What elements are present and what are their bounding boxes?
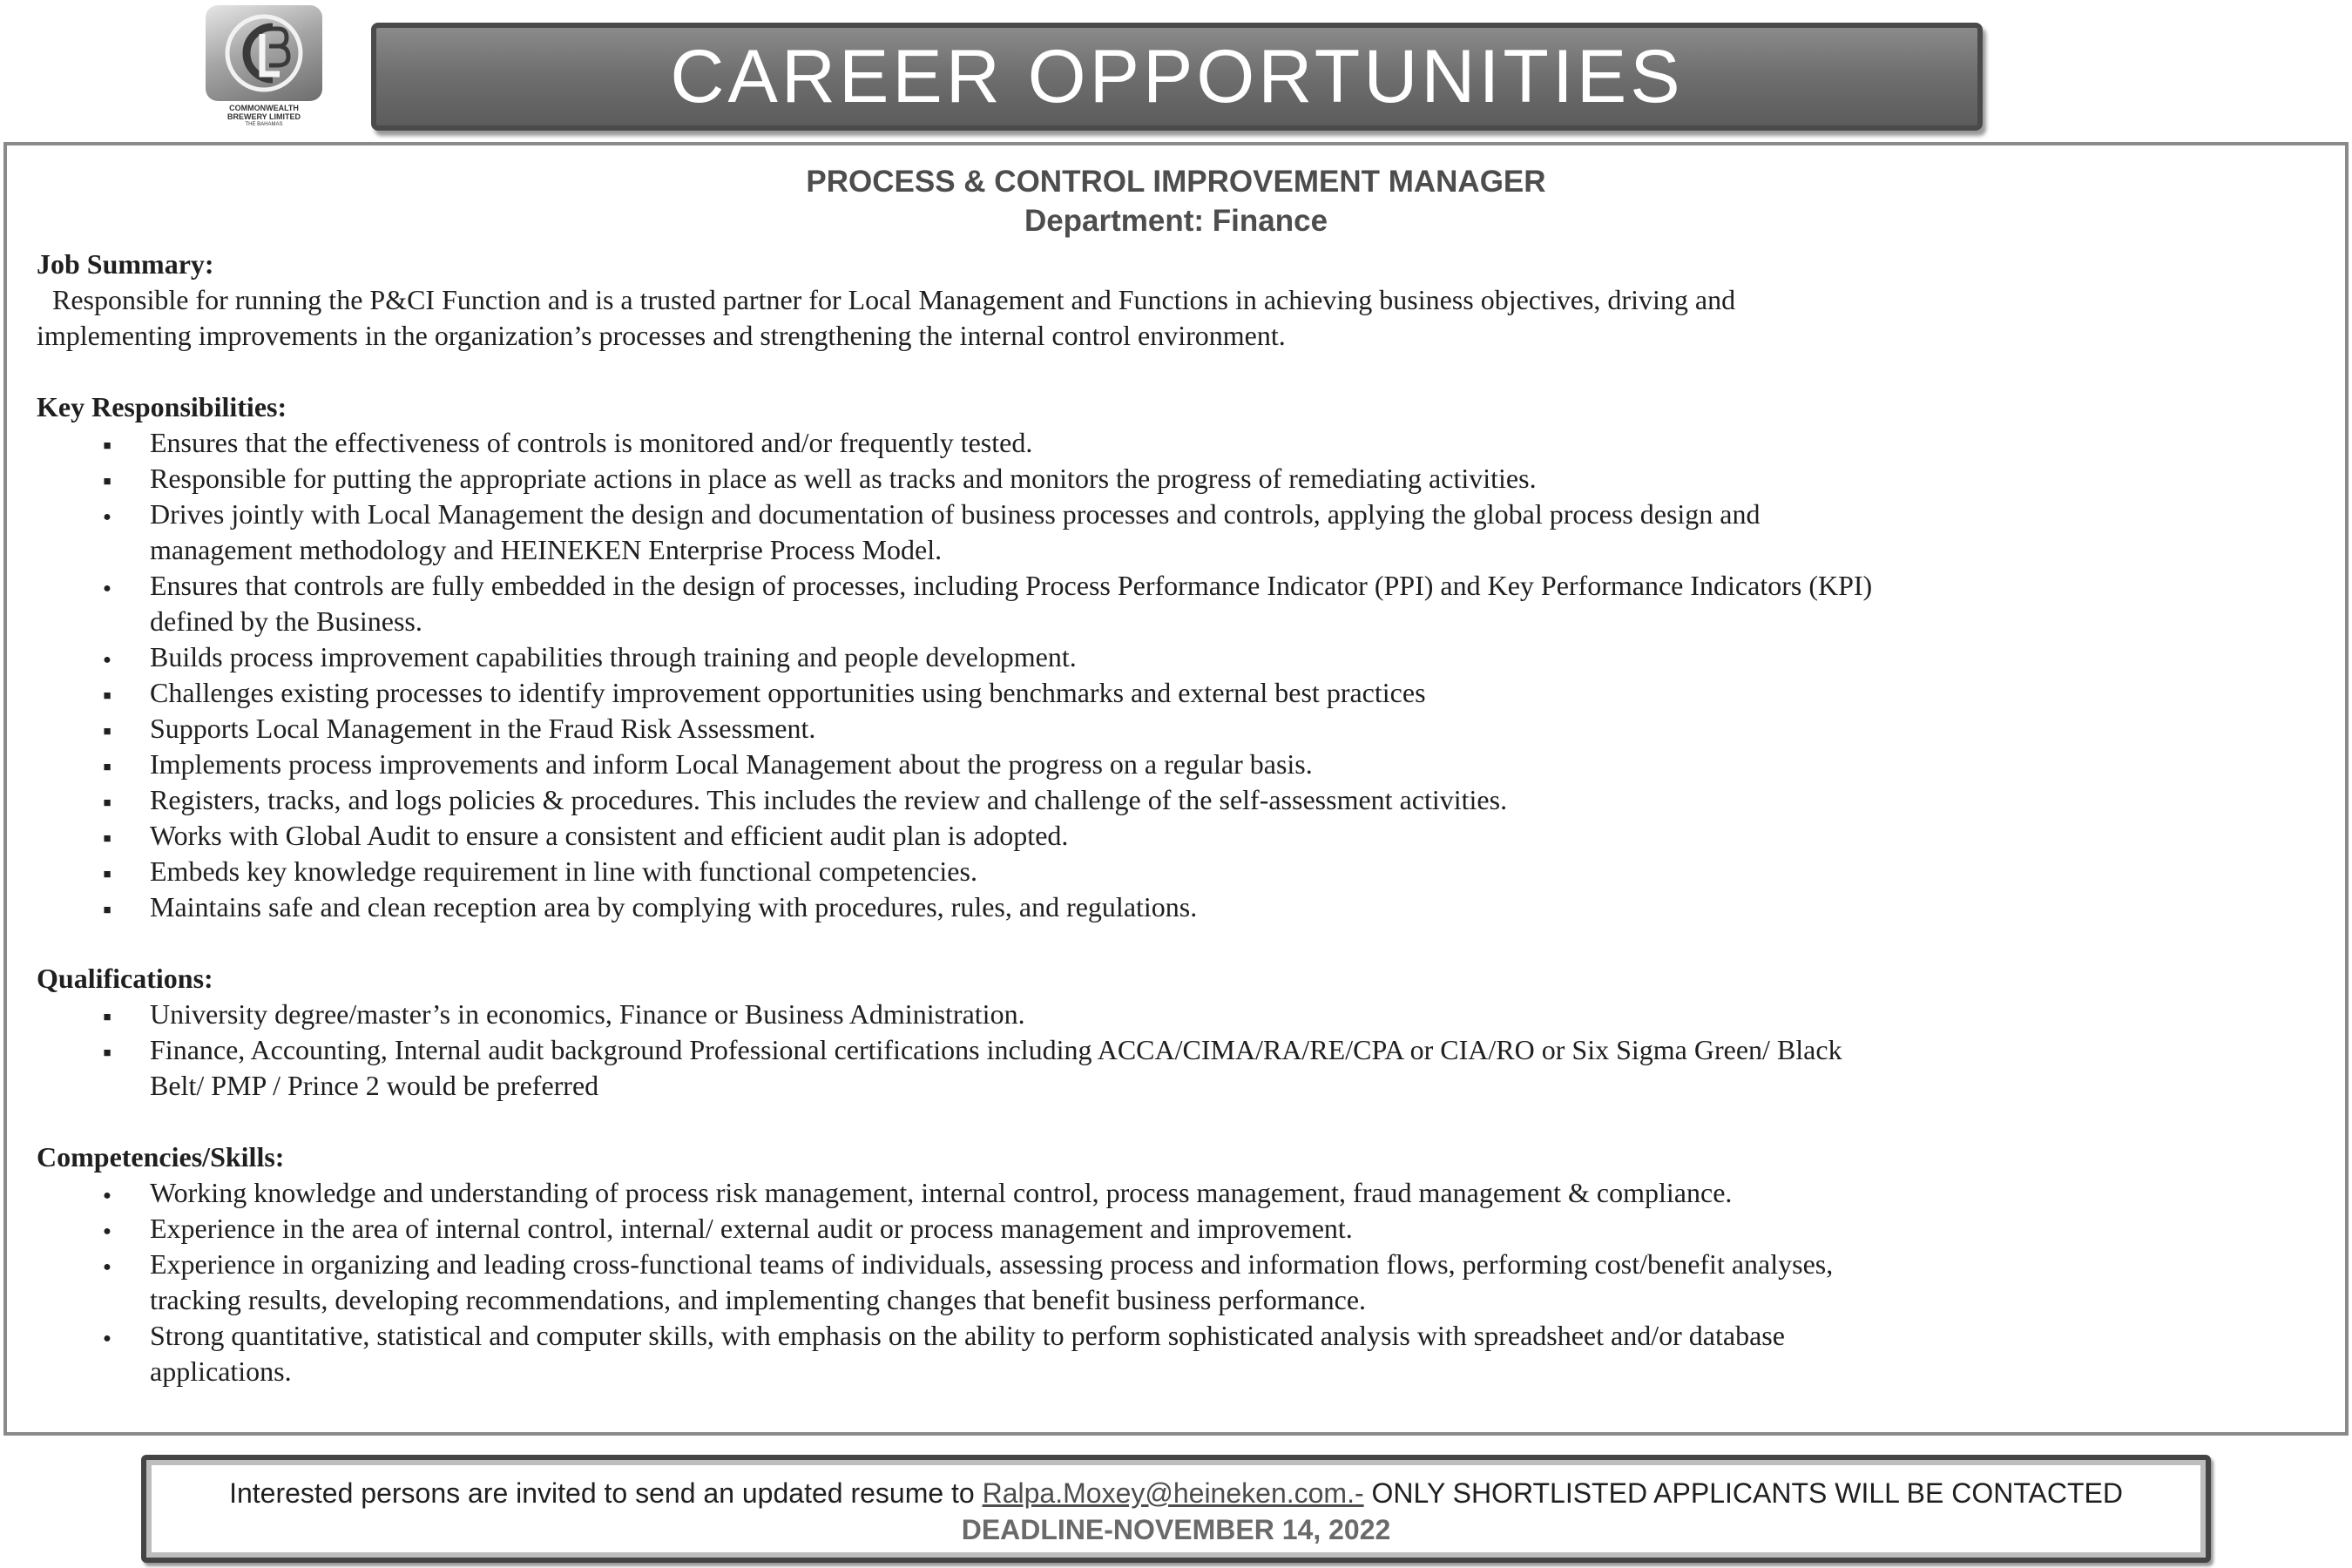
square-bullet-icon	[94, 711, 120, 750]
list-item	[37, 1247, 2328, 1318]
deadline-text: DEADLINE-NOVEMBER 14, 2022	[961, 1514, 1391, 1545]
logo-text-line1: COMMONWEALTH	[229, 104, 299, 112]
job-posting-box	[3, 142, 2349, 1436]
job-title: PROCESS & CONTROL IMPROVEMENT MANAGER	[806, 165, 1546, 199]
list-item	[37, 461, 2328, 497]
footer-text-before: Interested persons are invited to send an updated resume to	[229, 1477, 983, 1509]
logo-text-line2: BREWERY LIMITED	[226, 112, 301, 121]
square-bullet-icon	[94, 675, 120, 714]
email-link[interactable]: Ralpa.Moxey@heineken.com.-	[982, 1477, 1364, 1509]
round-bullet-icon	[94, 639, 120, 678]
list-item-line: Embeds key knowledge requirement in line with functional competencies.	[150, 855, 977, 887]
square-bullet-icon	[94, 889, 120, 929]
list-item-line: Challenges existing processes to identify improvement opportunities using benchmarks and external best practices	[150, 677, 1426, 708]
square-bullet-icon	[94, 997, 120, 1036]
list-item	[37, 854, 2328, 889]
list-item-line: Experience in organizing and leading cross-functional teams of individuals, assessing process and information flows, performing cost/benefit analyses,	[150, 1248, 1834, 1280]
list-item-line: Finance, Accounting, Internal audit background Professional certifications including ACCA/CIMA/RA/RE/CPA or CIA/RO or Six Sigma Green/ Black	[150, 1034, 1842, 1065]
responsibilities-heading: Key Responsibilities:	[37, 391, 287, 422]
square-bullet-icon	[94, 818, 120, 857]
cbl-logo-svg	[220, 10, 308, 97]
round-bullet-icon	[94, 568, 120, 606]
summary-heading: Job Summary:	[37, 248, 214, 280]
list-item	[37, 1175, 2328, 1211]
list-item	[37, 889, 2328, 925]
summary-line: Responsible for running the P&CI Function and is a trusted partner for Local Management and Functions in achieving business objectives, driving and	[52, 284, 1736, 315]
list-item	[37, 639, 2328, 675]
list-item-line: applications.	[150, 1355, 292, 1387]
footer-text-after: ONLY SHORTLISTED APPLICANTS WILL BE CONTACTED	[1363, 1477, 2123, 1509]
competencies-list	[37, 1175, 2328, 1389]
list-item-line: Drives jointly with Local Management the design and documentation of business processes and controls, applying the global process design and	[150, 498, 1761, 530]
qualifications-heading: Qualifications:	[37, 963, 213, 994]
square-bullet-icon	[94, 854, 120, 893]
summary-text	[37, 282, 2328, 354]
list-item	[37, 425, 2328, 461]
round-bullet-icon	[94, 1175, 120, 1213]
list-item-line: Works with Global Audit to ensure a consistent and efficient audit plan is adopted.	[150, 820, 1069, 851]
square-bullet-icon	[94, 747, 120, 786]
list-item	[37, 1211, 2328, 1247]
list-item	[37, 675, 2328, 711]
list-item-line: defined by the Business.	[150, 605, 422, 637]
list-item-line: tracking results, developing recommendations, and implementing changes that benefit business performance.	[150, 1284, 1367, 1315]
round-bullet-icon	[94, 1247, 120, 1285]
application-footer	[141, 1455, 2211, 1563]
list-item-line: Ensures that the effectiveness of controls is monitored and/or frequently tested.	[150, 427, 1033, 458]
list-item	[37, 747, 2328, 782]
cbl-monogram-icon	[206, 5, 322, 101]
square-bullet-icon	[94, 461, 120, 500]
list-item-line: Strong quantitative, statistical and computer skills, with emphasis on the ability to perform sophisticated analysis with spreadsheet and/or database	[150, 1320, 1785, 1351]
square-bullet-icon	[94, 1032, 120, 1071]
list-item-line: Experience in the area of internal control, internal/ external audit or process management and improvement.	[150, 1213, 1353, 1244]
summary-line: implementing improvements in the organization’s processes and strengthening the internal control environment.	[37, 320, 1286, 351]
round-bullet-icon	[94, 1318, 120, 1356]
list-item	[37, 711, 2328, 747]
list-item-line: University degree/master’s in economics, Finance or Business Administration.	[150, 998, 1025, 1030]
footer-instructions	[146, 1477, 2206, 1510]
competencies-heading: Competencies/Skills:	[37, 1141, 285, 1173]
department-label: Department: Finance	[1024, 204, 1328, 238]
list-item-line: Ensures that controls are fully embedded in the design of processes, including Process Performance Indicator (PPI) and Key Performance Indicators (KPI)	[150, 570, 1873, 601]
list-item-line: Maintains safe and clean reception area by complying with procedures, rules, and regulations.	[150, 891, 1198, 923]
list-item-line: Responsible for putting the appropriate actions in place as well as tracks and monitors the progress of remediating activities.	[150, 463, 1537, 494]
list-item	[37, 1032, 2328, 1104]
square-bullet-icon	[94, 425, 120, 464]
list-item-line: Builds process improvement capabilities through training and people development.	[150, 641, 1077, 672]
list-item	[37, 782, 2328, 818]
list-item	[37, 818, 2328, 854]
list-item-line: Working knowledge and understanding of process risk management, internal control, process management, fraud management & compliance.	[150, 1177, 1733, 1208]
round-bullet-icon	[94, 497, 120, 535]
square-bullet-icon	[94, 782, 120, 821]
list-item	[37, 997, 2328, 1032]
company-logo	[199, 5, 329, 136]
list-item-line: Implements process improvements and inform Local Management about the progress on a regular basis.	[150, 748, 1313, 780]
qualifications-list	[37, 997, 2328, 1104]
banner-title: CAREER OPPORTUNITIES	[670, 35, 1684, 118]
list-item	[37, 1318, 2328, 1389]
list-item-line: management methodology and HEINEKEN Enterprise Process Model.	[150, 534, 943, 565]
list-item	[37, 568, 2328, 639]
list-item-line: Registers, tracks, and logs policies & procedures. This includes the review and challenge of the self-assessment activities.	[150, 784, 1508, 815]
list-item	[37, 497, 2328, 568]
list-item-line: Supports Local Management in the Fraud Risk Assessment.	[150, 713, 816, 744]
responsibilities-list	[37, 425, 2328, 925]
round-bullet-icon	[94, 1211, 120, 1249]
list-item-line: Belt/ PMP / Prince 2 would be preferred	[150, 1070, 599, 1101]
job-content	[37, 247, 2328, 1389]
logo-text-line3: THE BAHAMAS	[245, 121, 283, 127]
header-banner	[371, 23, 1983, 131]
